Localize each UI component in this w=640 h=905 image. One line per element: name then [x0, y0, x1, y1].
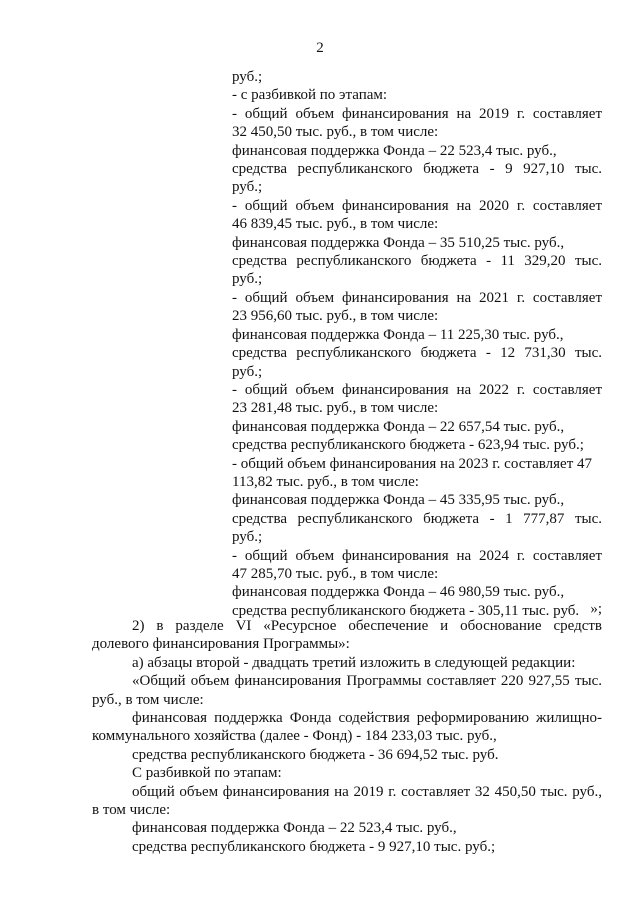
- text-line: средства республиканского бюджета - 305,11 тыс. руб.: [232, 602, 580, 619]
- text-line: - общий объем финансирования на 2024 г. составляет: [232, 547, 602, 564]
- text-line: финансовая поддержка Фонда – 11 225,30 тыс. руб.,: [232, 326, 564, 343]
- text-line: финансовая поддержка Фонда – 45 335,95 тыс. руб.,: [232, 492, 565, 509]
- text-line: руб.;: [232, 271, 263, 288]
- text-line: 23 281,48 тыс. руб., в том числе:: [232, 400, 439, 417]
- text-line: средства республиканского бюджета - 36 694,52 тыс. руб.: [132, 746, 499, 763]
- text-line: финансовая поддержка Фонда – 22 657,54 тыс. руб.,: [232, 418, 565, 435]
- text-line: руб.;: [232, 69, 263, 85]
- closing-quote: »;: [590, 601, 602, 617]
- text-line: руб.;: [232, 529, 263, 546]
- text-line: руб.;: [232, 179, 263, 196]
- page-number: 2: [316, 40, 324, 56]
- text-line: средства республиканского бюджета - 12 731,30 тыс.: [232, 345, 602, 362]
- text-line: средства республиканского бюджета - 1 777,87 тыс.: [232, 510, 602, 527]
- text-line: общий объем финансирования на 2019 г. составляет 32 450,50 тыс. руб.,: [132, 783, 602, 800]
- text-line: в том числе:: [92, 802, 171, 819]
- text-line: средства республиканского бюджета - 9 927,10 тыс.: [232, 161, 602, 178]
- text-line: - общий объем финансирования на 2023 г. составляет 47: [232, 455, 592, 472]
- text-line: 23 956,60 тыс. руб., в том числе:: [232, 308, 439, 325]
- text-line: - общий объем финансирования на 2022 г. составляет: [232, 381, 602, 398]
- text-line: финансовая поддержка Фонда – 35 510,25 тыс. руб.,: [232, 234, 565, 251]
- text-line: - общий объем финансирования на 2021 г. составляет: [232, 289, 602, 306]
- amendment-text-column: [232, 68, 602, 620]
- text-line: долевого финансирования Программы»:: [92, 636, 350, 653]
- text-line: «Общий объем финансирования Программы составляет 220 927,55 тыс.: [132, 673, 602, 690]
- text-line: финансовая поддержка Фонда – 46 980,59 тыс. руб.,: [232, 584, 565, 601]
- text-line: 46 839,45 тыс. руб., в том числе:: [232, 216, 439, 233]
- text-line: 113,82 тыс. руб., в том числе:: [232, 473, 419, 490]
- text-line: 2) в разделе VI «Ресурсное обеспечение и обоснование средств: [132, 618, 602, 634]
- text-line: финансовая поддержка Фонда – 22 523,4 тыс. руб.,: [132, 820, 457, 837]
- text-line: 47 285,70 тыс. руб., в том числе:: [232, 565, 439, 582]
- text-line: а) абзацы второй - двадцать третий изложить в следующей редакции:: [132, 654, 576, 671]
- text-line: финансовая поддержка Фонда – 22 523,4 тыс. руб.,: [232, 142, 557, 159]
- text-line: - с разбивкой по этапам:: [232, 87, 388, 104]
- text-line: - общий объем финансирования на 2020 г. составляет: [232, 197, 602, 214]
- text-line: руб.;: [232, 363, 263, 380]
- text-line: 32 450,50 тыс. руб., в том числе:: [232, 124, 439, 141]
- text-line: средства республиканского бюджета - 9 927,10 тыс. руб.;: [132, 838, 496, 855]
- text-line: С разбивкой по этапам:: [132, 765, 282, 782]
- text-line: руб., в том числе:: [92, 691, 204, 708]
- text-line: финансовая поддержка Фонда содействия реформированию жилищно-: [132, 710, 602, 727]
- text-line: коммунального хозяйства (далее - Фонд) - 184 233,03 тыс. руб.,: [92, 728, 497, 745]
- main-text-body: [92, 617, 602, 856]
- text-line: средства республиканского бюджета - 11 329,20 тыс.: [232, 253, 602, 270]
- text-line: средства республиканского бюджета - 623,94 тыс. руб.;: [232, 437, 584, 454]
- text-line: - общий объем финансирования на 2019 г. составляет: [232, 105, 602, 122]
